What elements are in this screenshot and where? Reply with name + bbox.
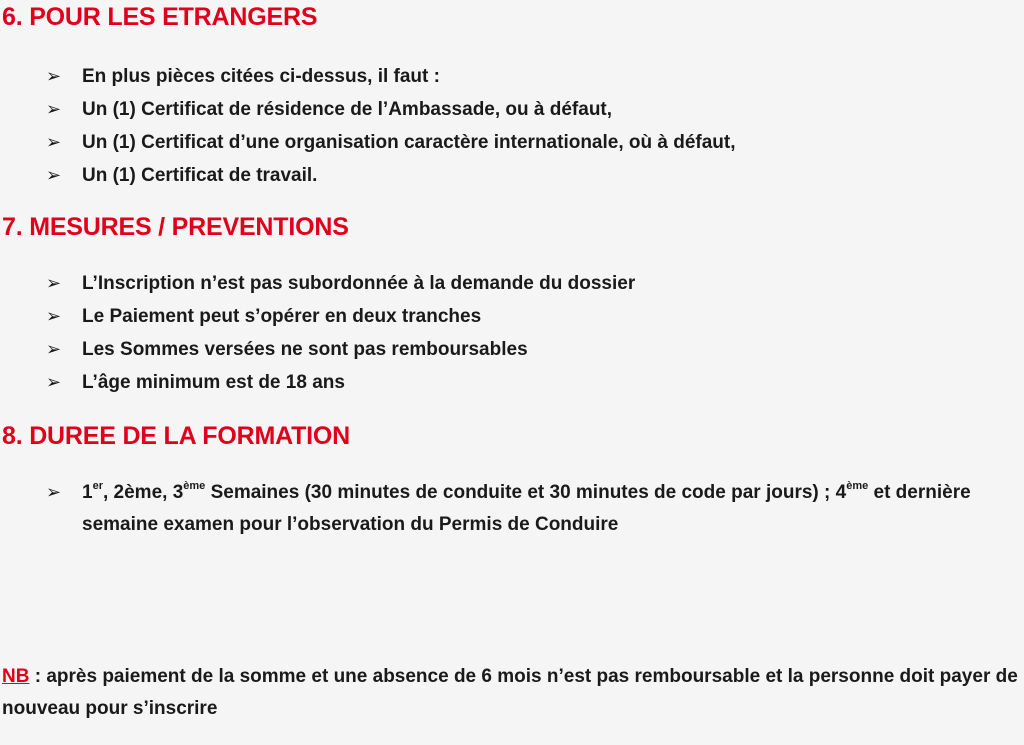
- list-item: [46, 93, 736, 126]
- list-item: [46, 477, 1022, 541]
- arrow-bullet-icon: ➢: [46, 132, 62, 153]
- superscript-eme: ème: [846, 480, 869, 492]
- list-item: [46, 333, 635, 366]
- list-item: [46, 60, 736, 93]
- section-7-heading: 7. MESURES / PREVENTIONS: [2, 213, 349, 241]
- superscript-er: er: [92, 480, 103, 492]
- list-item-text: En plus pièces citées ci-dessus, il faut :: [82, 66, 440, 87]
- note-label: NB: [2, 666, 30, 687]
- arrow-bullet-icon: ➢: [46, 306, 62, 327]
- list-item: [46, 159, 736, 192]
- duration-part-4: et dernière semaine examen pour l’observation du Permis de Conduire: [82, 482, 971, 535]
- duration-part-2: , 2ème, 3: [102, 482, 184, 503]
- arrow-bullet-icon: ➢: [46, 99, 62, 120]
- list-item-text: Le Paiement peut s’opérer en deux tranches: [82, 306, 482, 327]
- list-item-text: Un (1) Certificat de travail.: [82, 165, 318, 186]
- section-8-heading: 8. DUREE DE LA FORMATION: [2, 422, 350, 450]
- arrow-bullet-icon: ➢: [46, 273, 62, 294]
- note-text: : après paiement de la somme et une absence de 6 mois n’est pas remboursable et la personne doit payer de nouveau pour s’inscrire: [2, 666, 1018, 719]
- section-8-list: [46, 477, 1022, 541]
- duration-part-3: Semaines (30 minutes de conduite et 30 minutes de code par jours) ; 4: [205, 482, 847, 503]
- section-7-list: [46, 267, 635, 399]
- note-paragraph: [2, 661, 1020, 725]
- arrow-bullet-icon: ➢: [46, 482, 62, 503]
- list-item: [46, 267, 635, 300]
- arrow-bullet-icon: ➢: [46, 165, 62, 186]
- section-6-heading: 6. POUR LES ETRANGERS: [2, 3, 318, 31]
- arrow-bullet-icon: ➢: [46, 66, 62, 87]
- list-item: [46, 366, 635, 399]
- list-item-text: L’Inscription n’est pas subordonnée à la demande du dossier: [82, 273, 636, 294]
- duration-text: [82, 482, 971, 535]
- arrow-bullet-icon: ➢: [46, 339, 62, 360]
- list-item: [46, 300, 635, 333]
- list-item-text: L’âge minimum est de 18 ans: [82, 372, 345, 393]
- list-item-text: Les Sommes versées ne sont pas remboursables: [82, 339, 528, 360]
- list-item-text: Un (1) Certificat d’une organisation caractère internationale, où à défaut,: [82, 132, 736, 153]
- list-item: [46, 126, 736, 159]
- list-item-text: Un (1) Certificat de résidence de l’Ambassade, ou à défaut,: [82, 99, 613, 120]
- arrow-bullet-icon: ➢: [46, 372, 62, 393]
- duration-part-1: 1: [82, 482, 93, 503]
- section-6-list: [46, 60, 736, 192]
- superscript-eme: ème: [183, 480, 206, 492]
